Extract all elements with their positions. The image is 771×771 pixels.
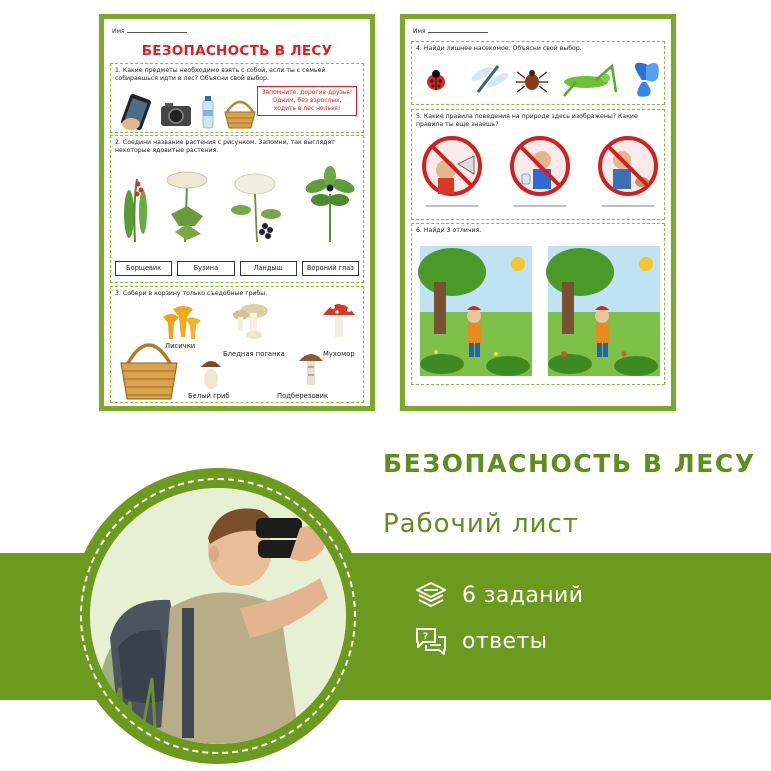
mushroom-label-porcini: Белый гриб: [188, 392, 230, 400]
task-4-text: 4. Найди лишнее насекомое. Объясни свой выбор.: [416, 45, 582, 52]
layers-icon: [414, 580, 448, 610]
death-cap-illustration: [233, 304, 268, 339]
no-touching-animals-sign: [600, 138, 656, 194]
basket-icon: [225, 102, 255, 128]
task-2: [110, 135, 364, 283]
plant-label-box: Вороний глаз: [302, 261, 359, 276]
task-3: [110, 286, 364, 403]
worksheet-page-1: [99, 14, 375, 411]
task-2-plants: [115, 164, 365, 244]
chanterelle-mushrooms-illustration: [163, 306, 201, 339]
name-field: Имя: [112, 28, 187, 35]
phone-icon: [120, 93, 152, 131]
name-field: Имя: [413, 28, 488, 35]
lily-of-the-valley-illustration: [124, 179, 147, 242]
task-3-text: 3. Собери в корзину только съедобные грибы.: [115, 290, 268, 297]
task-5-text: 5. Какие правила поведения на природе здесь изображены? Какие правила ты еще знаешь?: [416, 113, 638, 129]
elderberry-illustration: [231, 174, 281, 242]
hogweed-illustration: [167, 172, 207, 242]
no-catching-sign: [512, 138, 568, 194]
safety-note: Запомните, дорогие друзья! Одним, без взрослых, ходить в лес нельзя!: [257, 86, 357, 116]
mushroom-label-fly-agaric: Мухомор: [323, 350, 355, 358]
water-bottle-icon: [203, 96, 213, 128]
task-3-illustrations: [111, 295, 367, 400]
task-1: [110, 63, 364, 133]
plant-name-boxes: [115, 261, 359, 276]
svg-text:?: ?: [423, 632, 429, 642]
feature-tasks: [414, 580, 583, 610]
product-subtitle: Рабочий лист: [383, 509, 579, 539]
task-1-text: 1. Какие предметы необходимо взять с собой, если ты с семьей собираешься идти в лес? Объясни свой выбор.: [115, 67, 326, 83]
task-5: [411, 109, 665, 220]
porcini-illustration: [201, 361, 221, 389]
feature-answers-label: ответы: [462, 628, 548, 654]
camera-icon: [161, 103, 191, 126]
task-2-text: 2. Соедини название растения с рисунком. Запомни, так выглядят некоторые ядовитые растения.: [115, 139, 335, 155]
birch-bolete-illustration: [299, 354, 323, 385]
fly-agaric-illustration: [323, 301, 355, 337]
task-5-prohibition-signs: [412, 130, 668, 220]
worksheet-title: БЕЗОПАСНОСТЬ В ЛЕСУ: [141, 43, 333, 59]
mushroom-label-chanterelle: Лисички: [165, 342, 196, 350]
dashed-circle-outline: [80, 478, 356, 754]
plant-label-box: Бузина: [177, 261, 234, 276]
task-6-spot-the-difference: [412, 242, 668, 382]
feature-answers: [414, 626, 547, 656]
task-4: [411, 41, 665, 105]
task-6: [411, 223, 665, 385]
worksheet-page-2: [400, 14, 676, 411]
task-4-insects: [416, 56, 666, 104]
scene-picture-left: [418, 246, 532, 376]
no-shouting-sign: [424, 138, 480, 194]
wicker-basket-illustration: [121, 345, 177, 399]
tick-icon: [516, 70, 548, 92]
ladybug-icon: [427, 70, 445, 90]
task-6-text: 6. Найди 3 отличия.: [416, 227, 482, 234]
answers-chat-icon: [414, 626, 448, 656]
feature-tasks-label: 6 заданий: [462, 582, 584, 608]
grasshopper-icon: [564, 66, 616, 96]
mushroom-label-birch-bolete: Подберезовик: [277, 392, 329, 400]
task-1-items: [115, 90, 265, 132]
herb-paris-illustration: [304, 166, 357, 242]
plant-label-box: Борщевик: [115, 261, 172, 276]
dragonfly-icon: [470, 65, 511, 92]
mushroom-label-death-cap: Бледная поганка: [223, 350, 285, 358]
scene-picture-right: [546, 246, 660, 376]
butterfly-icon: [635, 63, 659, 97]
plant-label-box: Ландыш: [240, 261, 297, 276]
product-title: БЕЗОПАСНОСТЬ В ЛЕСУ: [383, 449, 756, 478]
